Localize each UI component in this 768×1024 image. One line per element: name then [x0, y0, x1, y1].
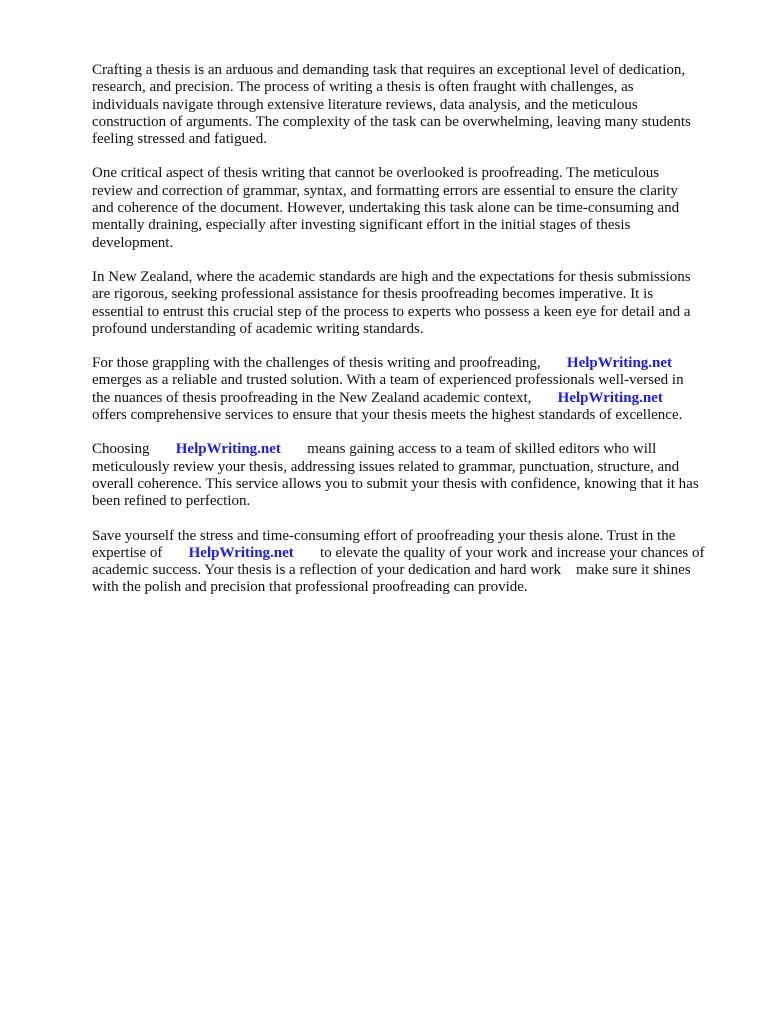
text-line — [92, 459, 742, 476]
text-run: development. — [92, 234, 174, 251]
paragraph-new-zealand — [92, 269, 742, 338]
text-run: research, and precision. The process of writing a thesis is often fraught with challenges, as — [92, 79, 634, 96]
text-run: offers comprehensive services to ensure that your thesis meets the highest standards of excellence. — [92, 407, 683, 424]
text-run: are rigorous, seeking professional assistance for thesis proofreading becomes imperative. It is — [92, 286, 654, 303]
paragraph-closing — [92, 528, 742, 597]
paragraph-choosing — [92, 441, 742, 510]
text-run: mentally draining, especially after investing significant effort in the initial stages of thesis — [92, 217, 631, 234]
helpwriting-link[interactable]: HelpWriting.net — [557, 389, 663, 406]
text-run: meticulously review your thesis, addressing issues related to grammar, punctuation, structure, and — [92, 458, 680, 475]
text-line — [92, 62, 742, 79]
document-body — [92, 62, 742, 614]
text-line — [92, 355, 742, 372]
text-run: One critical aspect of thesis writing that cannot be overlooked is proofreading. The meticulous — [92, 165, 660, 182]
text-run: been refined to perfection. — [92, 493, 251, 510]
text-line — [92, 97, 742, 114]
helpwriting-link[interactable]: HelpWriting.net — [566, 355, 673, 372]
text-run: the nuances of thesis proofreading in the New Zealand academic context, — [92, 389, 558, 406]
text-line — [92, 441, 742, 458]
text-line — [92, 165, 742, 182]
text-line — [92, 493, 742, 510]
text-run: Crafting a thesis is an arduous and demanding task that requires an exceptional level of dedication, — [92, 62, 686, 78]
text-run: review and correction of grammar, syntax, and formatting errors are essential to ensure the clarity — [92, 182, 678, 199]
text-run: In New Zealand, where the academic standards are high and the expectations for thesis submissions — [92, 268, 691, 285]
text-line — [92, 528, 742, 545]
text-run: to elevate the quality of your work and increase your chances of — [293, 544, 705, 561]
text-line — [92, 217, 742, 234]
text-line — [92, 476, 742, 493]
text-line — [92, 183, 742, 200]
text-run: profound understanding of academic writing standards. — [92, 320, 424, 337]
text-run: feeling stressed and fatigued. — [92, 131, 267, 148]
text-line — [92, 286, 742, 303]
text-run: Choosing — [92, 441, 176, 458]
text-run: emerges as a reliable and trusted solution. With a team of experienced professionals well-versed in — [92, 372, 684, 389]
paragraph-intro — [92, 62, 742, 148]
text-run: Save yourself the stress and time-consuming effort of proofreading your thesis alone. Trust in the — [92, 527, 676, 544]
text-run: overall coherence. This service allows you to submit your thesis with confidence, knowing that it has — [92, 475, 699, 492]
text-run: academic success. Your thesis is a reflection of your dedication and hard work make sure it shines — [92, 562, 691, 579]
text-line — [92, 269, 742, 286]
text-run: means gaining access to a team of skilled editors who will — [280, 441, 657, 458]
text-run: individuals navigate through extensive literature reviews, data analysis, and the meticulous — [92, 96, 638, 113]
text-run: essential to entrust this crucial step of the process to experts who possess a keen eye for detail and a — [92, 303, 691, 320]
text-line — [92, 372, 742, 389]
text-run: expertise of — [92, 544, 189, 561]
paragraph-proofreading — [92, 165, 742, 251]
text-line — [92, 390, 742, 407]
text-line — [92, 114, 742, 131]
text-line — [92, 131, 742, 148]
text-line — [92, 562, 742, 579]
paragraph-solution — [92, 355, 742, 424]
text-line — [92, 407, 742, 424]
text-line — [92, 304, 742, 321]
text-run: and coherence of the document. However, undertaking this task alone can be time-consuming and — [92, 200, 680, 217]
helpwriting-link[interactable]: HelpWriting.net — [175, 441, 281, 458]
text-run: with the polish and precision that professional proofreading can provide. — [92, 579, 528, 596]
text-run: For those grappling with the challenges of thesis writing and proofreading, — [92, 355, 567, 372]
helpwriting-link[interactable]: HelpWriting.net — [188, 544, 294, 561]
text-line — [92, 235, 742, 252]
text-line — [92, 545, 742, 562]
text-line — [92, 321, 742, 338]
text-line — [92, 579, 742, 596]
text-line — [92, 79, 742, 96]
text-run: construction of arguments. The complexity of the task can be overwhelming, leaving many students — [92, 113, 691, 130]
text-line — [92, 200, 742, 217]
